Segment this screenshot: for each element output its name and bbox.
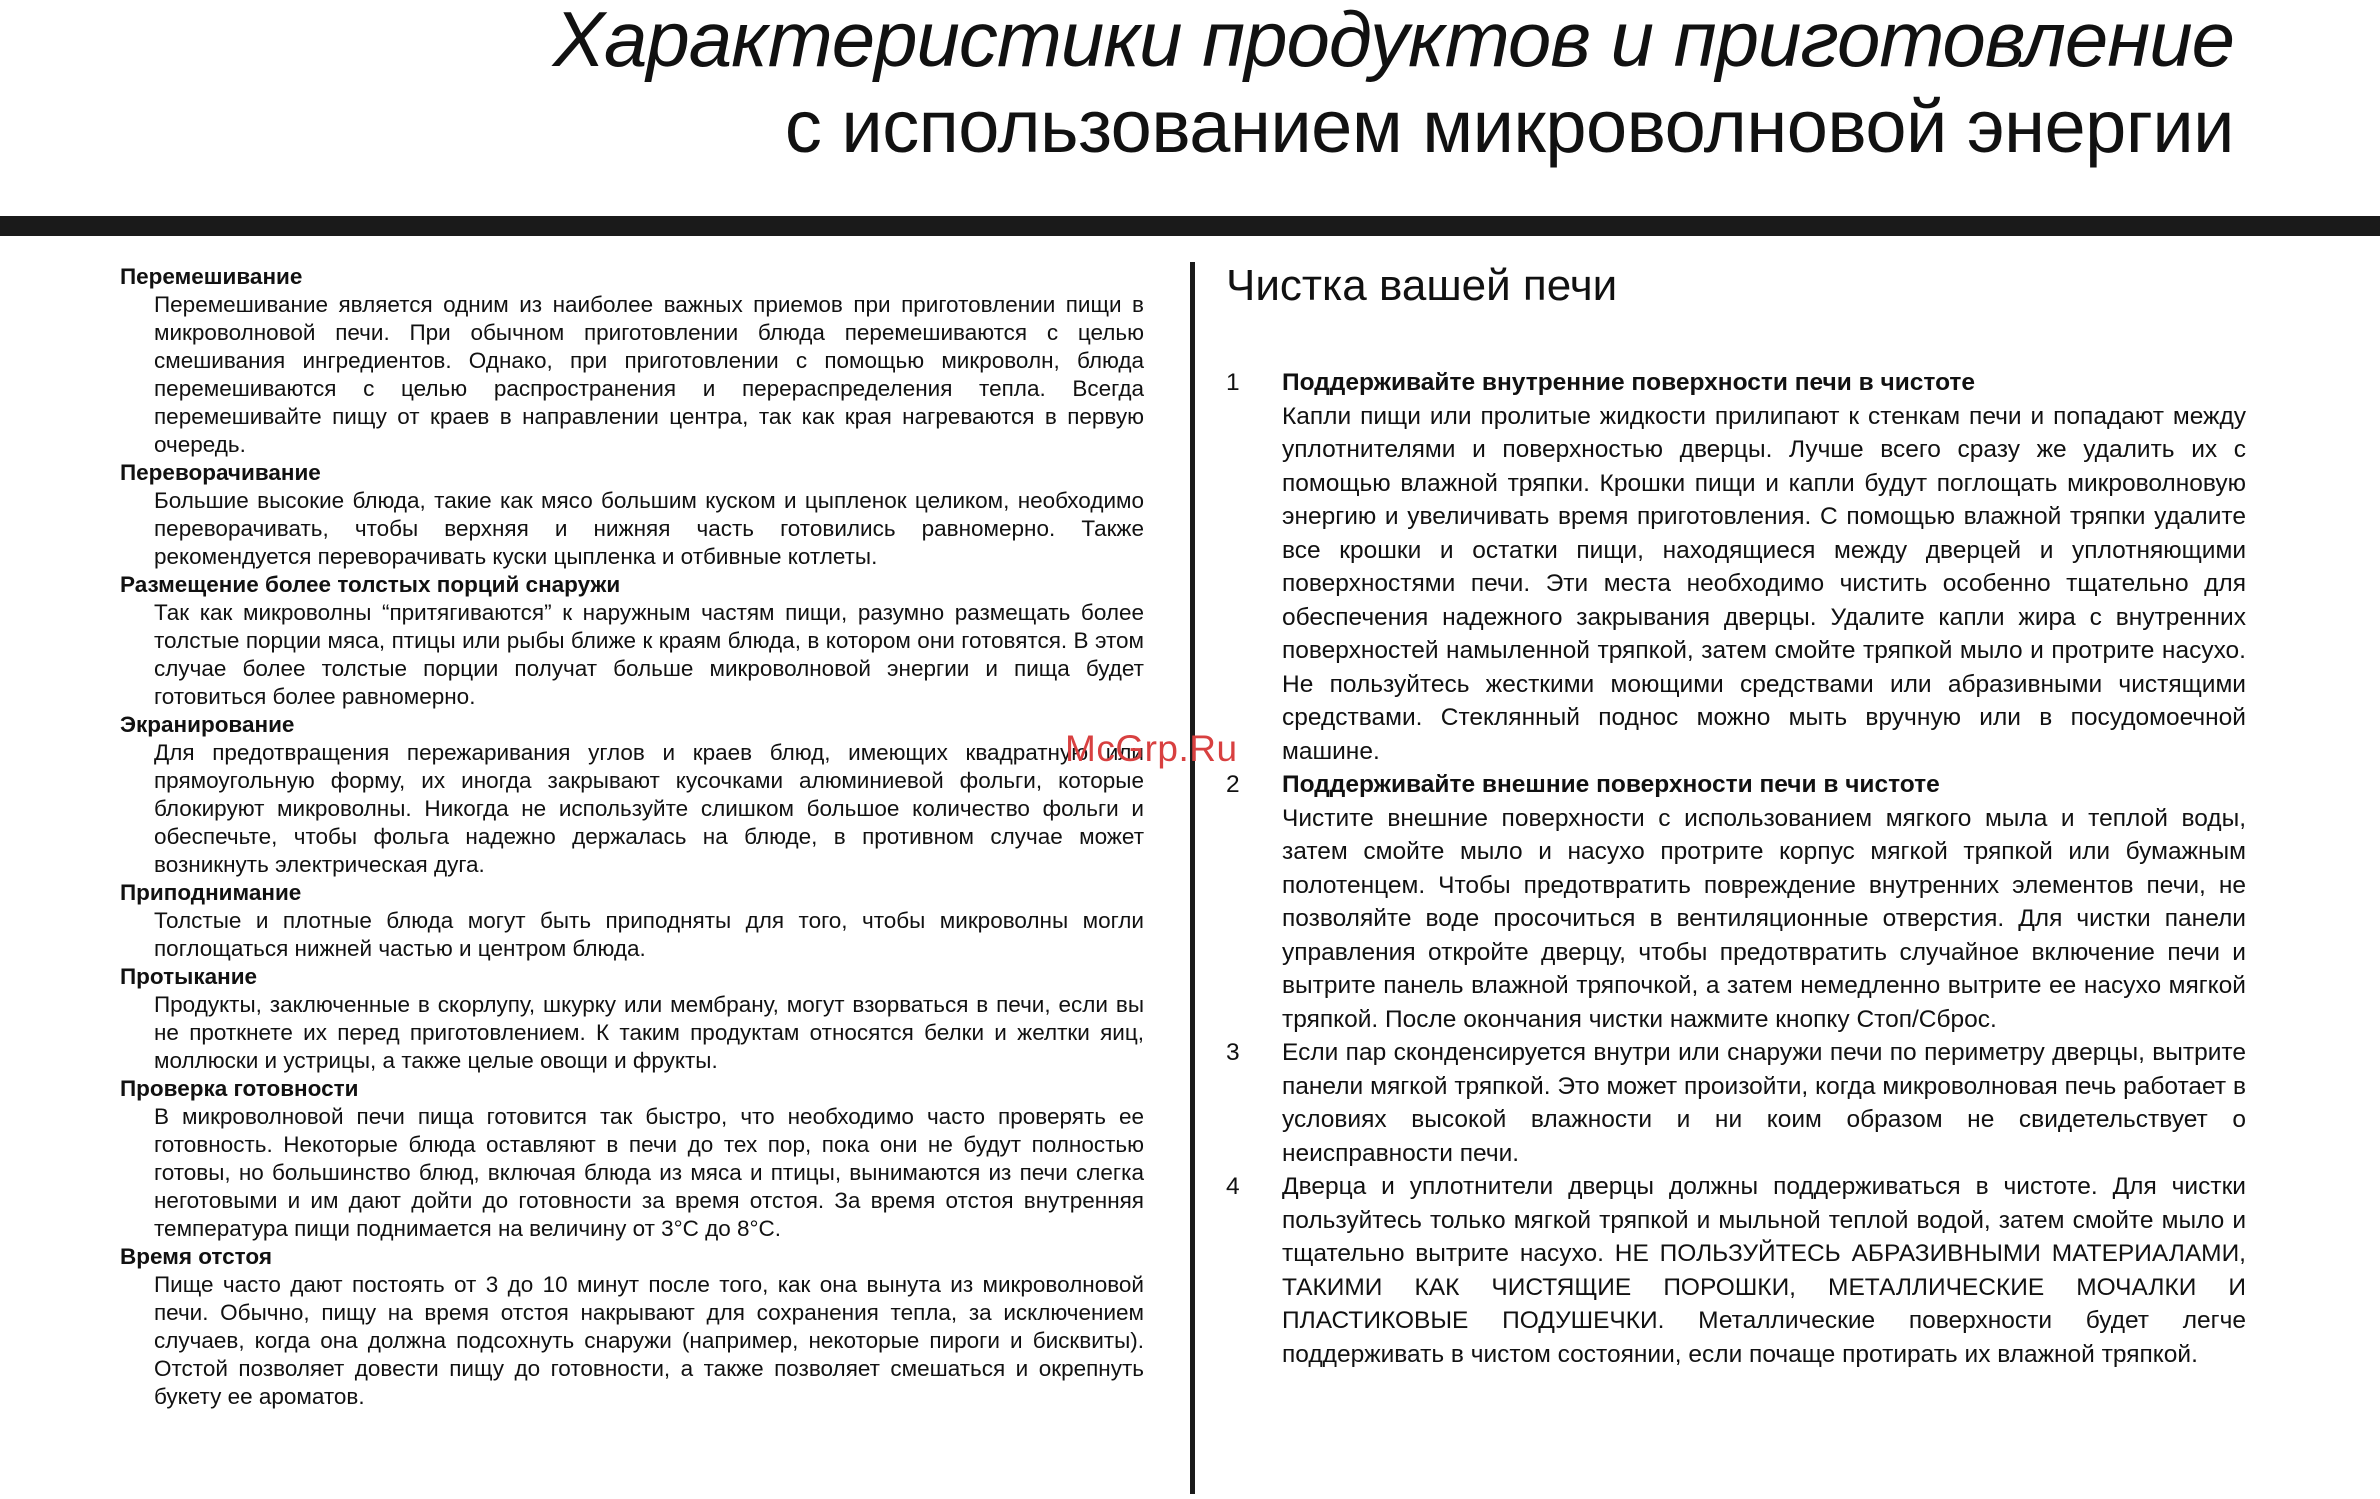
section-heading: Размещение более толстых порций снаружи [120, 572, 621, 597]
item-body: Чистите внешние поверхности с использованием мягкого мыла и теплой воды, затем смойте мыло и насухо протрите корпус мягкой тряпкой или бумажным полотенцем. Чтобы предотвратить повреждение внутренних элементов печи, не позволяйте воде просочиться в вентиляционные отверстия. Для чистки панели управления откройте дверцу, чтобы предотвратить случайное включение печи и вытрите панель влажной тряпочкой, а затем немедленно вытрите ее насухо мягкой тряпкой. После окончания чистки нажмите кнопку Стоп/Сброс. [1282, 804, 2246, 1033]
section-body: Так как микроволны “притягиваются” к наружным частям пищи, разумно размещать более толстые порции мяса, птицы или рыбы ближе к краям блюда, в котором они готовятся. В этом случае более толстые порции получат больше микроволновой энергии и пища будет готовиться более равномерно. [154, 600, 1144, 709]
item-number: 2 [1226, 771, 1240, 798]
page-subtitle: с использованием микроволновой энергии [784, 85, 2234, 168]
left-column [120, 263, 1144, 1411]
item-body: Дверца и уплотнители дверцы должны поддерживаться в чистоте. Для чистки пользуйтесь только мягкой тряпкой и мыльной теплой водой, затем смойте мыло и тщательно вытрите насухо. НЕ ПОЛЬЗУЙТЕСЬ АБРАЗИВНЫМИ МАТЕРИАЛАМИ, ТАКИМИ КАК ЧИСТЯЩИЕ ПОРОШКИ, МЕТАЛЛИЧЕСКИЕ МОЧАЛКИ И ПЛАСТИКОВЫЕ ПОДУШЕЧКИ. Металлические поверхности будет легче поддерживать в чистом состоянии, если почаще протирать их влажной тряпкой. [1282, 1173, 2246, 1368]
section-piercing [120, 963, 1144, 1075]
section-heading: Переворачивание [120, 460, 321, 485]
item-body: Если пар сконденсируется внутри или снаружи печи по периметру дверцы, вытрите панели мягкой тряпкой. Это может произойти, когда микроволновая печь работает в условиях высокой влажности и ни коим образом не свидетельствует о неисправности печи. [1282, 1039, 2246, 1167]
item-body: Капли пищи или пролитые жидкости прилипают к стенкам печи и попадают между уплотнителями и поверхностью дверцы. Лучше всего сразу же удалить их с помощью влажной тряпки. Крошки пищи и капли будут поглощать микроволновую энергию и увеличивать время приготовления. С помощью влажной тряпки удалите все крошки и остатки пищи, находящиеся между дверцей и уплотняющими поверхностями печи. Эти места необходимо чистить особенно тщательно для обеспечения надежного закрывания дверцы. Удалите капли жира с внутренних поверхностей намыленной тряпкой, затем смойте тряпкой мыло и протрите насухо. Не пользуйтесь жесткими моющими средствами или абразивными чистящими средствами. Стеклянный поднос можно мыть вручную или в посудомоечной машине. [1282, 402, 2246, 765]
section-turning [120, 459, 1144, 571]
item-number: 4 [1226, 1173, 1240, 1200]
item-heading: Поддерживайте внутренние поверхности печи в чистоте [1282, 369, 1976, 396]
section-heading: Приподнимание [120, 880, 302, 905]
section-heading: Протыкание [120, 964, 258, 989]
section-standing-time [120, 1243, 1144, 1411]
right-column [1226, 258, 2246, 1371]
page-title: Характеристики продуктов и приготовление [552, 0, 2234, 83]
section-doneness [120, 1075, 1144, 1243]
section-heading: Время отстоя [120, 1244, 272, 1269]
item-heading: Поддерживайте внешние поверхности печи в чистоте [1282, 771, 1940, 798]
column-divider [1190, 262, 1195, 1494]
cleaning-item [1226, 1036, 2246, 1170]
section-body: Перемешивание является одним из наиболее важных приемов при приготовлении пищи в микроволновой печи. При обычном приготовлении блюда перемешиваются с целью смешивания ингредиентов. Однако, при приготовлении с помощью микроволн, блюда перемешиваются с целью распространения и перераспределения тепла. Всегда перемешивайте пищу от краев в направлении центра, так как края нагреваются в первую очередь. [154, 292, 1144, 457]
cleaning-item [1226, 768, 2246, 1036]
section-heading: Перемешивание [120, 264, 303, 289]
watermark: McGrp.Ru [1065, 728, 1238, 769]
section-heading: Проверка готовности [120, 1076, 359, 1101]
item-number: 3 [1226, 1039, 1240, 1066]
section-body: Толстые и плотные блюда могут быть приподняты для того, чтобы микроволны могли поглощаться нижней частью и центром блюда. [154, 908, 1144, 961]
section-body: Пище часто дают постоять от 3 до 10 минут после того, как она вынута из микроволновой печи. Обычно, пищу на время отстоя накрывают для сохранения тепла, за исключением случаев, когда она должна подсохнуть снаружи (например, некоторые пироги и бисквиты). Отстой позволяет довести пищу до готовности, а также позволяет смешаться и окрепнуть букету ее ароматов. [154, 1272, 1144, 1409]
cleaning-heading: Чистка вашей печи [1226, 261, 1618, 310]
section-elevating [120, 879, 1144, 963]
item-number: 1 [1226, 369, 1240, 396]
section-heading: Экранирование [120, 712, 295, 737]
section-stirring [120, 263, 1144, 459]
section-thick-portions [120, 571, 1144, 711]
header-rule [0, 216, 2380, 236]
section-body: Продукты, заключенные в скорлупу, шкурку или мембрану, могут взорваться в печи, если вы не проткнете их перед приготовлением. К таким продуктам относятся белки и желтки яиц, моллюски и устрицы, а также целые овощи и фрукты. [154, 992, 1144, 1073]
section-body: Для предотвращения пережаривания углов и краев блюд, имеющих квадратную или прямоугольную форму, их иногда закрывают кусочками алюминиевой фольги, которые блокируют микроволны. Никогда не используйте слишком большое количество фольги и обеспечьте, чтобы фольга надежно держалась на блюде, в противном случае может возникнуть электрическая дуга. [154, 740, 1144, 877]
section-shielding [120, 711, 1144, 879]
cleaning-item [1226, 366, 2246, 768]
section-body: В микроволновой печи пища готовится так быстро, что необходимо часто проверять ее готовность. Некоторые блюда оставляют в печи до тех пор, пока они не будут полностью готовы, но большинство блюд, включая блюда из мяса и птицы, вынимаются из печи слегка неготовыми и им дают дойти до готовности за время отстоя. За время отстоя внутренняя температура пищи поднимается на величину от 3°С до 8°С. [154, 1104, 1144, 1241]
section-body: Большие высокие блюда, такие как мясо большим куском и цыпленок целиком, необходимо переворачивать, чтобы верхняя и нижняя часть готовились равномерно. Также рекомендуется переворачивать куски цыпленка и отбивные котлеты. [154, 488, 1144, 569]
cleaning-item [1226, 1170, 2246, 1371]
